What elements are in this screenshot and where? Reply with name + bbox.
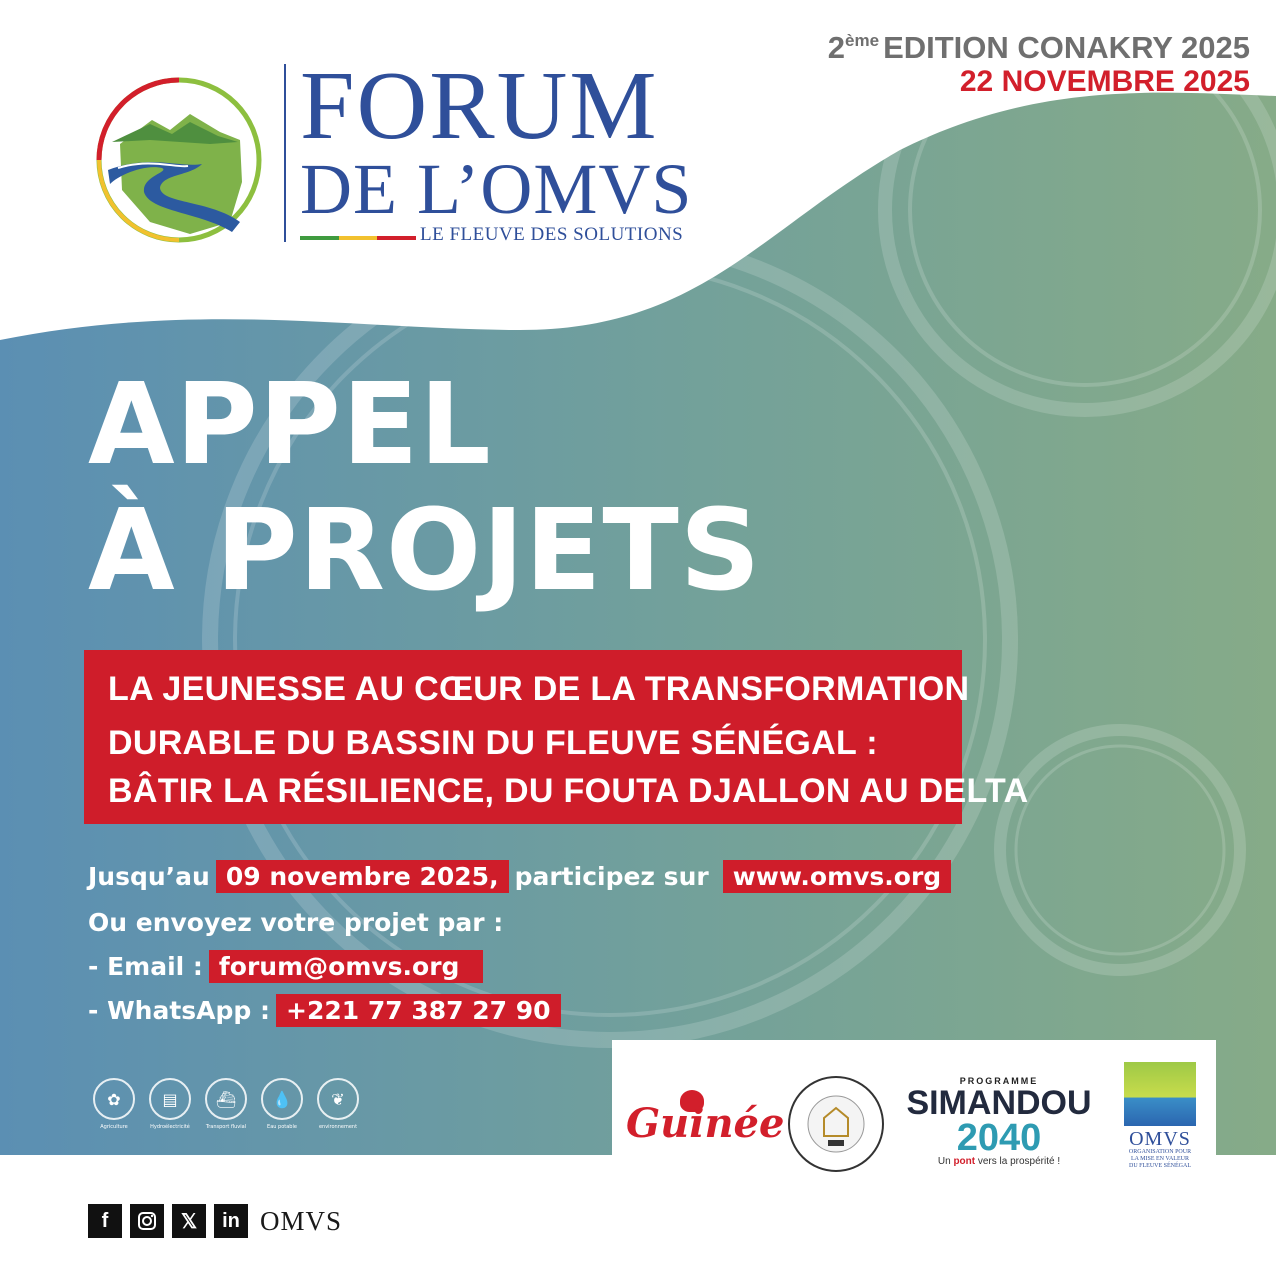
event-date: 22 NOVEMBRE 2025	[959, 65, 1250, 98]
drinking-water-icon: 💧	[261, 1078, 303, 1120]
simandou-logo: PROGRAMME SIMANDOU 2040 Un pont vers la prospérité !	[906, 1076, 1092, 1167]
social-handle: OMVS	[260, 1205, 343, 1236]
facebook-icon[interactable]: f	[88, 1204, 122, 1238]
hydroelectricity-icon: ▤	[149, 1078, 191, 1120]
whatsapp-line	[88, 994, 567, 1027]
deadline-line	[88, 860, 957, 893]
logo-divider	[284, 64, 286, 242]
theme-banner	[84, 650, 1029, 824]
send-line	[88, 908, 503, 937]
theme-line2: DURABLE DU BASSIN DU FLEUVE SÉNÉGAL :	[108, 724, 878, 762]
whatsapp-link[interactable]: +221 77 387 27 90	[276, 994, 561, 1027]
sector-environment: ❦ environnement	[318, 1078, 358, 1130]
sector-agriculture: ✿ Agriculture	[94, 1078, 134, 1130]
omvs-emblem-icon	[1124, 1062, 1196, 1126]
email-line	[88, 950, 489, 983]
sector-river-transport: ⛴ Transport fluvial	[206, 1078, 246, 1130]
main-title	[88, 362, 761, 614]
logo-tagline: LE FLEUVE DES SOLUTIONS	[420, 224, 684, 245]
linkedin-icon[interactable]: in	[214, 1204, 248, 1238]
omvs-partner-logo: OMVS ORGANISATION POUR LA MISE EN VALEUR DU FLEUVE SÉNÉGAL	[1120, 1062, 1200, 1170]
main-title-line2: À PROJETS	[88, 486, 762, 616]
theme-line3: BÂTIR LA RÉSILIENCE, DU FOUTA DJALLON AU DELTA	[108, 772, 1029, 810]
deadline-prefix: Jusqu’au	[88, 862, 210, 891]
edition-block	[828, 24, 1250, 99]
social-footer	[88, 1204, 342, 1238]
ministry-seal	[788, 1076, 884, 1172]
agriculture-icon: ✿	[93, 1078, 135, 1120]
logo-title-omvs: DE L’OMVS	[300, 149, 693, 229]
main-title-line1: APPEL	[88, 360, 492, 490]
deadline-date: 09 novembre 2025,	[216, 860, 509, 893]
forum-logo-icon	[90, 72, 268, 248]
participate-text: participez sur	[514, 862, 709, 891]
sector-drinking-water: 💧 Eau potable	[262, 1078, 302, 1130]
river-transport-icon: ⛴	[205, 1078, 247, 1120]
ministry-seal-icon	[790, 1078, 882, 1170]
whatsapp-label: - WhatsApp :	[88, 996, 270, 1025]
guinee-logo: Guinée	[626, 1100, 785, 1147]
edition-label: 2ème EDITION CONAKRY 2025	[827, 30, 1250, 65]
partners-box	[612, 1040, 1216, 1190]
sector-hydroelectricity: ▤ Hydroélectricité	[150, 1078, 190, 1130]
theme-line1: LA JEUNESSE AU CŒUR DE LA TRANSFORMATION	[108, 670, 970, 708]
environment-icon: ❦	[317, 1078, 359, 1120]
logo-title-forum: FORUM	[300, 52, 659, 160]
x-icon[interactable]: 𝕏	[172, 1204, 206, 1238]
email-label: - Email :	[88, 952, 203, 981]
website-link[interactable]: www.omvs.org	[723, 860, 951, 893]
instagram-icon[interactable]	[130, 1204, 164, 1238]
send-text: Ou envoyez votre projet par :	[88, 908, 504, 937]
sector-icons	[94, 1078, 358, 1130]
flag-stripe	[300, 236, 416, 240]
email-link[interactable]: forum@omvs.org	[209, 950, 484, 983]
